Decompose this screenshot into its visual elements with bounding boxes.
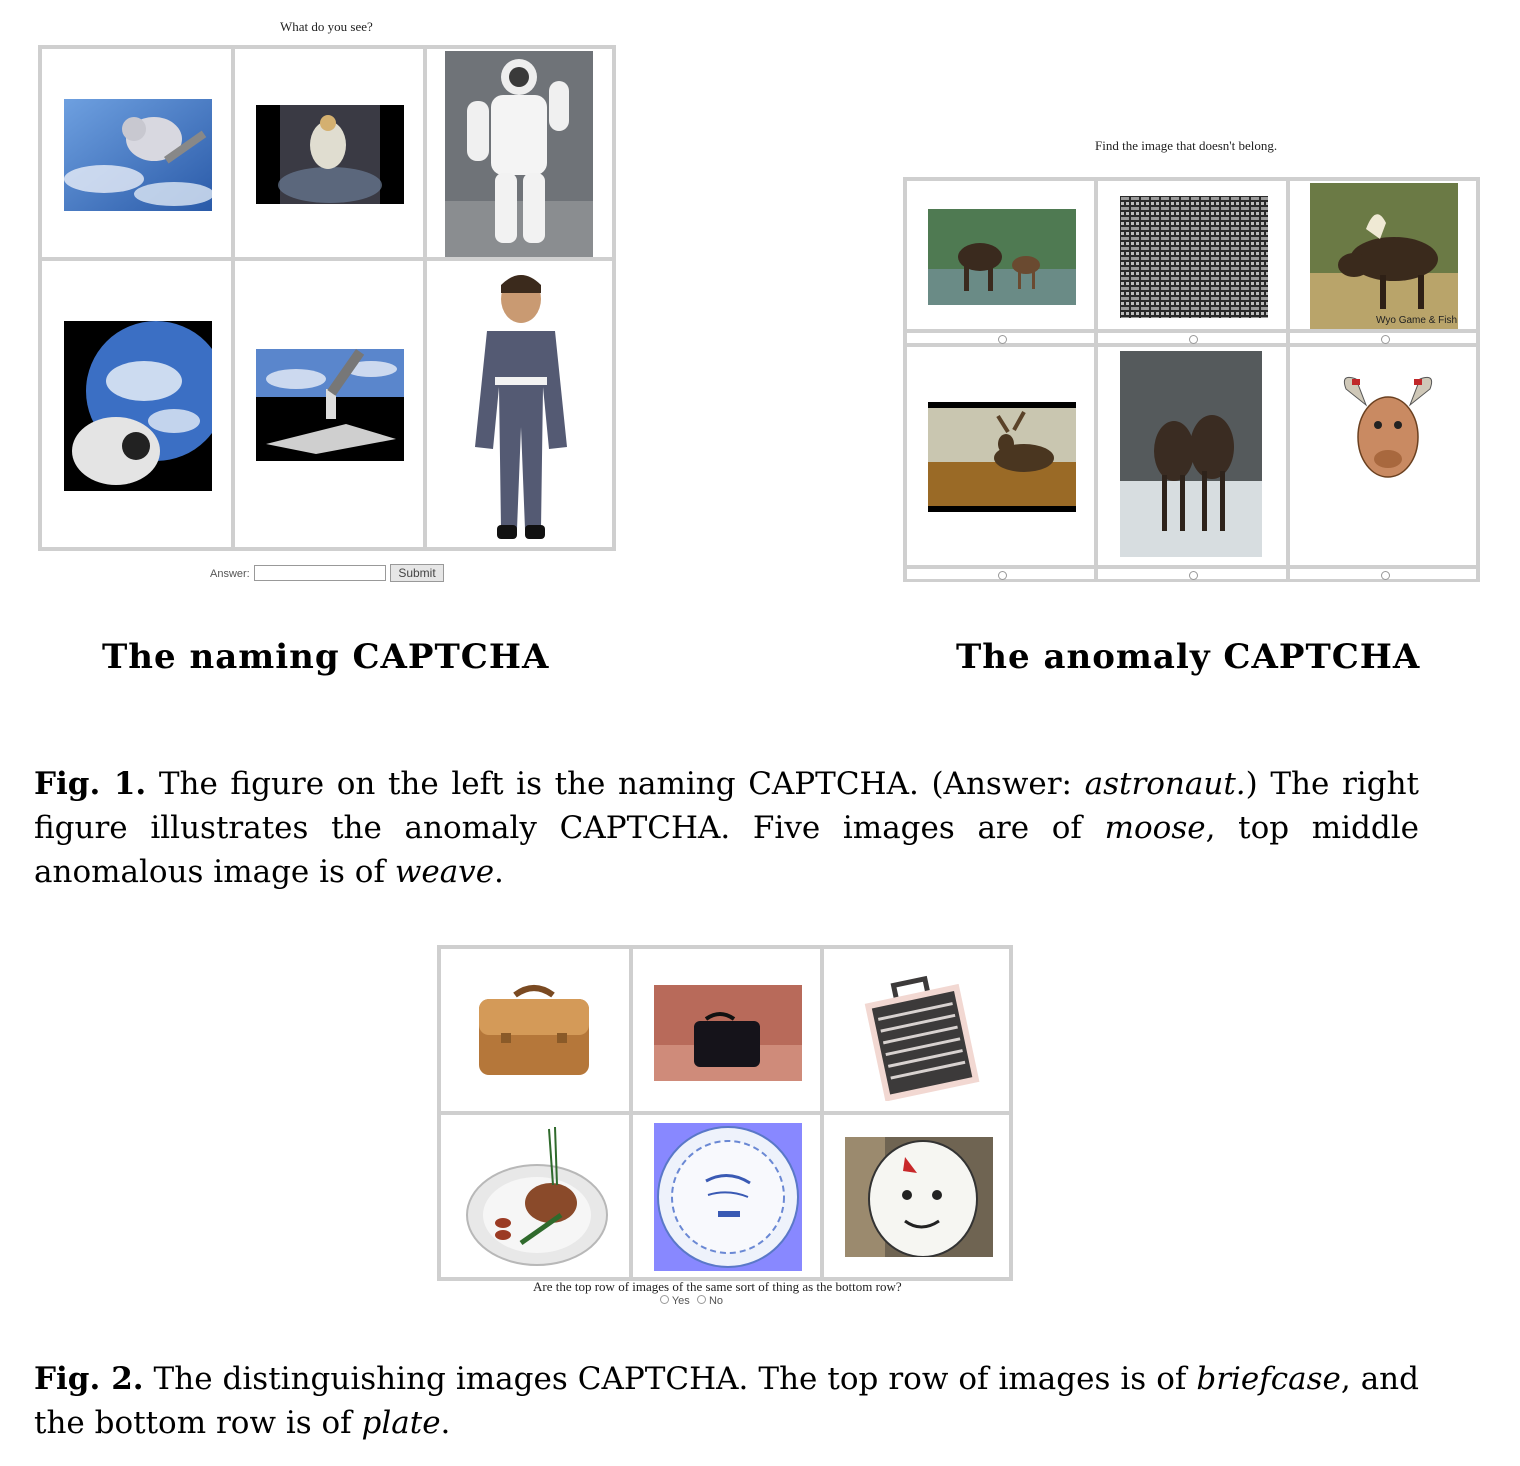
caption-2-italic-a: briefcase bbox=[1196, 1361, 1341, 1397]
anomaly-cell-3[interactable] bbox=[1288, 179, 1478, 331]
anomaly-radio-row-2b bbox=[1096, 567, 1288, 581]
no-label: No bbox=[708, 1295, 723, 1307]
caption-2-italic-b: plate bbox=[361, 1405, 441, 1441]
moose-field-image bbox=[928, 402, 1076, 512]
moose-and-calf-river-image bbox=[928, 209, 1076, 305]
anomaly-radio-2[interactable] bbox=[1189, 335, 1198, 344]
caption-1-text-c: , top middle anomalous image is of bbox=[34, 810, 1420, 890]
distinguish-cell-1[interactable] bbox=[439, 947, 631, 1113]
caption-1-label: Fig. 1. bbox=[34, 766, 147, 802]
action-figure-jumpsuit-image bbox=[451, 267, 591, 545]
astronaut-earth-globe-image bbox=[64, 321, 212, 491]
naming-image-grid bbox=[38, 45, 616, 551]
figure-2-caption bbox=[34, 1357, 1419, 1445]
astronaut-floating-black-image bbox=[256, 105, 404, 204]
figure-1-caption bbox=[34, 762, 1419, 894]
moose-cartoon-image bbox=[1326, 369, 1450, 509]
steak-dinner-plate-image bbox=[465, 1125, 609, 1271]
leather-briefcase-image bbox=[471, 981, 597, 1085]
caption-1-italic-c: weave bbox=[394, 854, 495, 890]
anomaly-radio-row-2a bbox=[905, 567, 1096, 581]
caption-1-italic-b: moose bbox=[1104, 810, 1206, 846]
anomaly-radio-row-1c bbox=[1288, 331, 1478, 345]
distinguish-cell-4[interactable] bbox=[439, 1113, 631, 1279]
space-shuttle-orbit-image bbox=[256, 349, 404, 461]
anomaly-radio-4[interactable] bbox=[998, 571, 1007, 580]
caption-2-label: Fig. 2. bbox=[34, 1361, 144, 1397]
metal-briefcase-image bbox=[858, 965, 982, 1101]
naming-subtitle: The naming CAPTCHA bbox=[102, 637, 550, 677]
anomaly-radio-1[interactable] bbox=[998, 335, 1007, 344]
anomaly-cell-4[interactable] bbox=[905, 345, 1096, 567]
anomaly-radio-3[interactable] bbox=[1381, 335, 1390, 344]
caption-1-text-a: The figure on the left is the naming CAPTCHA. (Answer: bbox=[146, 766, 1085, 802]
watermark-text: Wyo Game & Fish bbox=[1376, 315, 1458, 326]
naming-cell-4[interactable] bbox=[40, 259, 233, 549]
moose-grass-image bbox=[1310, 183, 1458, 331]
anomaly-prompt: Find the image that doesn't belong. bbox=[1095, 138, 1278, 153]
anomaly-radio-5[interactable] bbox=[1189, 571, 1198, 580]
anomaly-cell-1[interactable] bbox=[905, 179, 1096, 331]
naming-prompt: What do you see? bbox=[280, 19, 373, 34]
caption-2-text-a: The distinguishing images CAPTCHA. The top row of images is of bbox=[143, 1361, 1197, 1397]
astronaut-spacewalk-earth-image bbox=[64, 99, 212, 211]
distinguish-cell-6[interactable] bbox=[822, 1113, 1011, 1279]
black-briefcase-floor-image bbox=[654, 985, 802, 1081]
weave-texture-image bbox=[1120, 196, 1268, 318]
submit-button[interactable]: Submit bbox=[390, 564, 444, 582]
caption-1-text-b: ) The right figure illustrates the anomaly CAPTCHA. Five images are of bbox=[34, 766, 1419, 846]
painted-face-plate-image bbox=[845, 1137, 993, 1257]
anomaly-radio-row-2c bbox=[1288, 567, 1478, 581]
naming-cell-6[interactable] bbox=[425, 259, 614, 549]
anomaly-radio-row-1a bbox=[905, 331, 1096, 345]
distinguish-cell-3[interactable] bbox=[822, 947, 1011, 1113]
answer-input[interactable] bbox=[254, 565, 386, 581]
caption-2-text-c: . bbox=[440, 1405, 451, 1441]
yes-no-options bbox=[660, 1295, 723, 1307]
naming-cell-2[interactable] bbox=[233, 47, 425, 259]
no-radio[interactable] bbox=[697, 1295, 706, 1304]
yes-radio[interactable] bbox=[660, 1295, 669, 1304]
anomaly-cell-5[interactable] bbox=[1096, 345, 1288, 567]
anomaly-image-grid bbox=[903, 177, 1480, 582]
yes-label: Yes bbox=[671, 1295, 690, 1307]
decorative-blue-plate-image bbox=[654, 1123, 802, 1271]
naming-cell-3[interactable] bbox=[425, 47, 614, 259]
anomaly-subtitle: The anomaly CAPTCHA bbox=[956, 637, 1421, 677]
naming-cell-5[interactable] bbox=[233, 259, 425, 549]
distinguish-cell-2[interactable] bbox=[631, 947, 822, 1113]
distinguishing-image-grid bbox=[437, 945, 1013, 1281]
anomaly-radio-row-1b bbox=[1096, 331, 1288, 345]
caption-2-text-b: , and the bottom row is of bbox=[34, 1361, 1419, 1441]
anomaly-cell-2[interactable] bbox=[1096, 179, 1288, 331]
distinguish-cell-5[interactable] bbox=[631, 1113, 822, 1279]
naming-cell-1[interactable] bbox=[40, 47, 233, 259]
caption-1-italic-a: astronaut. bbox=[1084, 766, 1246, 802]
astronaut-suit-standing-image bbox=[445, 51, 593, 258]
answer-label: Answer: bbox=[210, 568, 250, 580]
anomaly-cell-6[interactable] bbox=[1288, 345, 1478, 567]
caption-1-text-d: . bbox=[494, 854, 504, 890]
distinguish-question: Are the top row of images of the same sort of thing as the bottom row? bbox=[533, 1279, 902, 1294]
two-moose-snow-image bbox=[1120, 351, 1262, 557]
anomaly-radio-6[interactable] bbox=[1381, 571, 1390, 580]
